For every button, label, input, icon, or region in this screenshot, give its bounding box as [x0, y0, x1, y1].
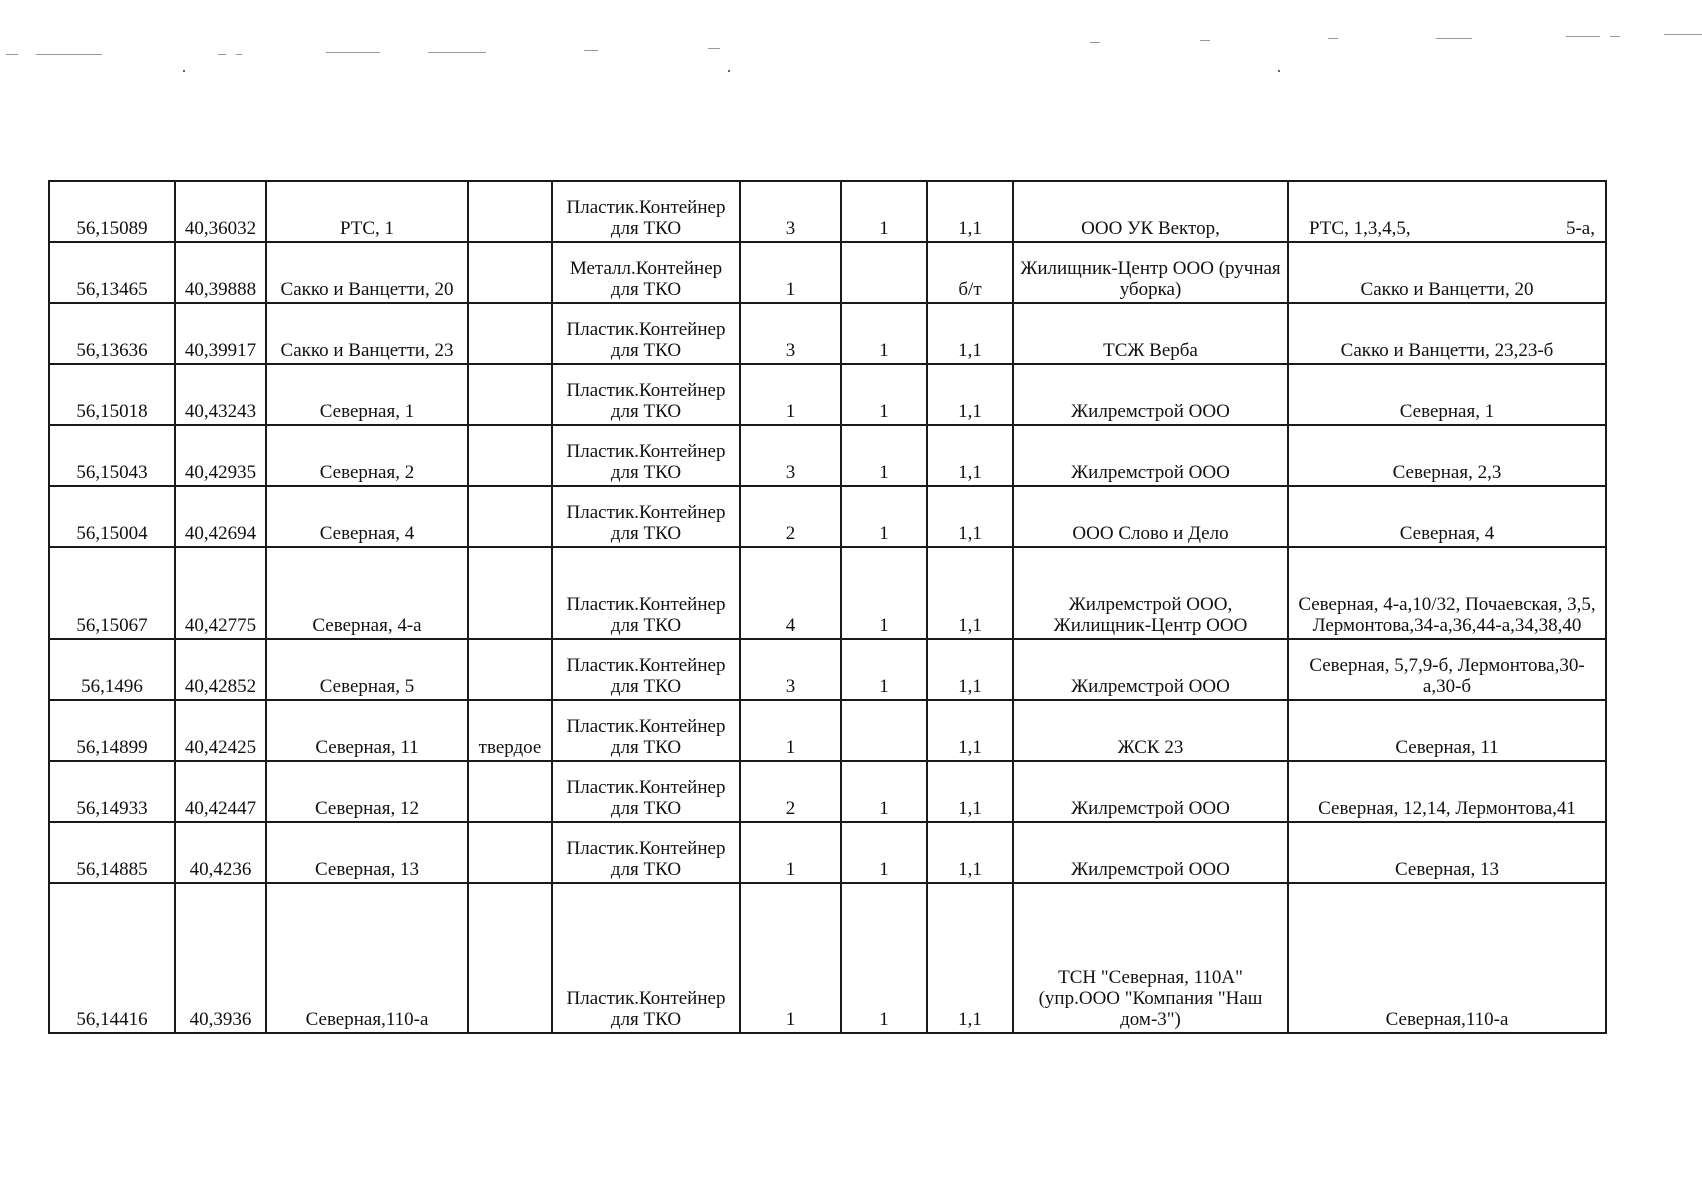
organization-cell: Жилремстрой ООО — [1013, 822, 1288, 883]
latitude-cell: 56,1496 — [49, 639, 175, 700]
container-count-cell: 1 — [740, 242, 841, 303]
organization-cell: ООО Слово и Дело — [1013, 486, 1288, 547]
surface-cell — [468, 242, 552, 303]
longitude-cell: 40,4236 — [175, 822, 266, 883]
volume-cell: 1,1 — [927, 639, 1013, 700]
surface-cell — [468, 639, 552, 700]
organization-cell: Жилищник-Центр ООО (ручная уборка) — [1013, 242, 1288, 303]
container-type-cell: Металл.Контейнер для ТКО — [552, 242, 740, 303]
volume-cell: 1,1 — [927, 761, 1013, 822]
surface-cell — [468, 486, 552, 547]
longitude-cell: 40,42935 — [175, 425, 266, 486]
container-type-cell: Пластик.Контейнер для ТКО — [552, 486, 740, 547]
latitude-cell: 56,14885 — [49, 822, 175, 883]
container-type-cell: Пластик.Контейнер для ТКО — [552, 425, 740, 486]
container-type-cell: Пластик.Контейнер для ТКО — [552, 364, 740, 425]
scan-artifacts — [0, 0, 1702, 120]
table-row — [49, 242, 1606, 303]
surface-cell — [468, 364, 552, 425]
longitude-cell: 40,43243 — [175, 364, 266, 425]
frequency-cell: 1 — [841, 761, 927, 822]
container-count-cell: 3 — [740, 303, 841, 364]
volume-cell: 1,1 — [927, 547, 1013, 639]
table-row — [49, 547, 1606, 639]
volume-cell: 1,1 — [927, 364, 1013, 425]
serviced-houses-cell — [1288, 181, 1606, 242]
address-cell: РТС, 1 — [266, 181, 468, 242]
latitude-cell: 56,15018 — [49, 364, 175, 425]
serviced-houses-cell: Северная, 1 — [1288, 364, 1606, 425]
address-cell: Северная, 5 — [266, 639, 468, 700]
serviced-houses-text: РТС, 1,3,4,5, — [1309, 218, 1411, 239]
serviced-houses-cell: Сакко и Ванцетти, 23,23-б — [1288, 303, 1606, 364]
volume-cell: 1,1 — [927, 181, 1013, 242]
organization-cell: ТСЖ Верба — [1013, 303, 1288, 364]
serviced-houses-cell: Северная, 4 — [1288, 486, 1606, 547]
volume-cell: б/т — [927, 242, 1013, 303]
table-row — [49, 425, 1606, 486]
organization-cell: ООО УК Вектор, — [1013, 181, 1288, 242]
container-count-cell: 3 — [740, 425, 841, 486]
surface-cell — [468, 761, 552, 822]
latitude-cell: 56,14933 — [49, 761, 175, 822]
latitude-cell: 56,15089 — [49, 181, 175, 242]
longitude-cell: 40,3936 — [175, 883, 266, 1033]
serviced-houses-cell: Северная, 13 — [1288, 822, 1606, 883]
table-row — [49, 822, 1606, 883]
container-count-cell: 1 — [740, 883, 841, 1033]
serviced-houses-cell: Северная, 5,7,9-б, Лермонтова,30-а,30-б — [1288, 639, 1606, 700]
volume-cell: 1,1 — [927, 425, 1013, 486]
frequency-cell: 1 — [841, 486, 927, 547]
latitude-cell: 56,13465 — [49, 242, 175, 303]
organization-cell: Жилремстрой ООО — [1013, 364, 1288, 425]
container-type-cell: Пластик.Контейнер для ТКО — [552, 883, 740, 1033]
latitude-cell: 56,15067 — [49, 547, 175, 639]
volume-cell: 1,1 — [927, 883, 1013, 1033]
table-row — [49, 364, 1606, 425]
container-type-cell: Пластик.Контейнер для ТКО — [552, 303, 740, 364]
serviced-houses-cell: Северная, 2,3 — [1288, 425, 1606, 486]
organization-cell: ЖСК 23 — [1013, 700, 1288, 761]
surface-cell — [468, 181, 552, 242]
frequency-cell: 1 — [841, 364, 927, 425]
volume-cell: 1,1 — [927, 486, 1013, 547]
organization-cell: ТСН "Северная, 110А" (упр.ООО "Компания "Наш дом-3") — [1013, 883, 1288, 1033]
address-cell: Северная, 4 — [266, 486, 468, 547]
address-cell: Северная, 12 — [266, 761, 468, 822]
container-type-cell: Пластик.Контейнер для ТКО — [552, 822, 740, 883]
surface-cell — [468, 303, 552, 364]
container-type-cell: Пластик.Контейнер для ТКО — [552, 547, 740, 639]
table-row — [49, 639, 1606, 700]
longitude-cell: 40,42694 — [175, 486, 266, 547]
organization-cell: Жилремстрой ООО — [1013, 639, 1288, 700]
organization-cell: Жилремстрой ООО — [1013, 425, 1288, 486]
serviced-houses-cell: Сакко и Ванцетти, 20 — [1288, 242, 1606, 303]
latitude-cell: 56,15043 — [49, 425, 175, 486]
frequency-cell: 1 — [841, 639, 927, 700]
surface-cell — [468, 547, 552, 639]
address-cell: Северная, 1 — [266, 364, 468, 425]
longitude-cell: 40,42775 — [175, 547, 266, 639]
container-type-cell: Пластик.Контейнер для ТКО — [552, 181, 740, 242]
table-row — [49, 303, 1606, 364]
latitude-cell: 56,14899 — [49, 700, 175, 761]
frequency-cell — [841, 700, 927, 761]
address-cell: Сакко и Ванцетти, 23 — [266, 303, 468, 364]
container-count-cell: 1 — [740, 822, 841, 883]
surface-cell — [468, 822, 552, 883]
container-sites-table — [48, 180, 1607, 1034]
latitude-cell: 56,13636 — [49, 303, 175, 364]
surface-cell — [468, 425, 552, 486]
latitude-cell: 56,15004 — [49, 486, 175, 547]
longitude-cell: 40,42425 — [175, 700, 266, 761]
serviced-houses-cell: Северная, 11 — [1288, 700, 1606, 761]
longitude-cell: 40,36032 — [175, 181, 266, 242]
address-cell: Северная, 11 — [266, 700, 468, 761]
serviced-houses-tail-text: 5-а, — [1565, 218, 1595, 239]
address-cell: Северная, 13 — [266, 822, 468, 883]
frequency-cell: 1 — [841, 181, 927, 242]
longitude-cell: 40,42447 — [175, 761, 266, 822]
volume-cell: 1,1 — [927, 822, 1013, 883]
container-type-cell: Пластик.Контейнер для ТКО — [552, 639, 740, 700]
surface-cell — [468, 883, 552, 1033]
container-count-cell: 2 — [740, 761, 841, 822]
frequency-cell: 1 — [841, 303, 927, 364]
organization-cell: Жилремстрой ООО — [1013, 761, 1288, 822]
serviced-houses-cell: Северная, 4-а,10/32, Почаевская, 3,5, Лермонтова,34-а,36,44-а,34,38,40 — [1288, 547, 1606, 639]
surface-cell: твердое — [468, 700, 552, 761]
container-count-cell: 4 — [740, 547, 841, 639]
longitude-cell: 40,39917 — [175, 303, 266, 364]
container-type-cell: Пластик.Контейнер для ТКО — [552, 761, 740, 822]
frequency-cell: 1 — [841, 425, 927, 486]
table-row — [49, 761, 1606, 822]
table-row — [49, 181, 1606, 242]
container-count-cell: 2 — [740, 486, 841, 547]
volume-cell: 1,1 — [927, 700, 1013, 761]
table-row — [49, 700, 1606, 761]
frequency-cell: 1 — [841, 883, 927, 1033]
address-cell: Сакко и Ванцетти, 20 — [266, 242, 468, 303]
address-cell: Северная, 4-а — [266, 547, 468, 639]
organization-cell: Жилремстрой ООО, Жилищник-Центр ООО — [1013, 547, 1288, 639]
frequency-cell: 1 — [841, 547, 927, 639]
frequency-cell: 1 — [841, 822, 927, 883]
frequency-cell — [841, 242, 927, 303]
container-count-cell: 3 — [740, 181, 841, 242]
container-count-cell: 1 — [740, 364, 841, 425]
volume-cell: 1,1 — [927, 303, 1013, 364]
container-count-cell: 1 — [740, 700, 841, 761]
container-type-cell: Пластик.Контейнер для ТКО — [552, 700, 740, 761]
container-count-cell: 3 — [740, 639, 841, 700]
longitude-cell: 40,42852 — [175, 639, 266, 700]
table-row — [49, 486, 1606, 547]
address-cell: Северная, 2 — [266, 425, 468, 486]
table-body — [49, 181, 1606, 1033]
serviced-houses-cell: Северная, 12,14, Лермонтова,41 — [1288, 761, 1606, 822]
address-cell: Северная,110-а — [266, 883, 468, 1033]
longitude-cell: 40,39888 — [175, 242, 266, 303]
table-row — [49, 883, 1606, 1033]
serviced-houses-cell: Северная,110-а — [1288, 883, 1606, 1033]
latitude-cell: 56,14416 — [49, 883, 175, 1033]
